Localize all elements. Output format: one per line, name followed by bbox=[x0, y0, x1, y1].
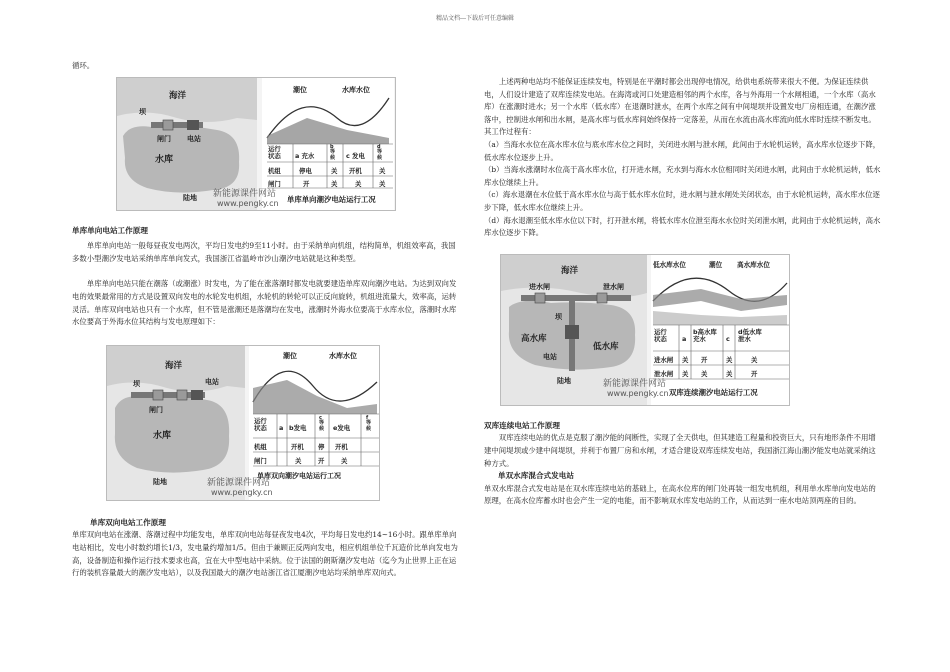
paragraph-continuous-intro: 上述两种电站均不能保证连续发电，特别是在平潮时都会出现停电情况，给供电系统带来很大不便。为保证连续供电，人们设计建造了双库连续发电站。在海湾或河口处建造相邻的两个水库，各与外海用一个水闸相通，一个水库（高水库）在涨潮时进水；另一个水库（低水库）在退潮时泄水，在两个水库之间有中间堤坝并设置发电厂房相连通，在潮汐涨落中，控制进水闸和出水闸，是高水库与低水库间始终保持一定落差，从而在水流由高水库流向低水库时连续不断发电。其工作过程有： bbox=[484, 77, 876, 137]
heading-twin-continuous: 双库连续电站工作原理 bbox=[484, 420, 560, 430]
label-out-gate: 泄水闸 bbox=[603, 282, 624, 291]
watermark-cn: 新能源课件网站 bbox=[207, 477, 271, 488]
watermark-cn: 新能源课件网站 bbox=[603, 378, 667, 389]
out-gate-b: 关 bbox=[701, 369, 708, 378]
row-gate-label: 闸门 bbox=[268, 179, 281, 188]
row-out-gate-label: 泄水闸 bbox=[654, 369, 674, 378]
figure-single-two-way bbox=[106, 345, 380, 501]
label-station: 电站 bbox=[205, 377, 219, 386]
label-in-gate: 进水闸 bbox=[529, 282, 550, 291]
row-in-gate-label: 进水闸 bbox=[654, 355, 674, 364]
step-b: （b）当海水涨潮时水位高于高水库水位，打开进水闸，充水到与海水水位相同时关闭进水闸，此间由于水轮机运转，低水库水位继续上升。 bbox=[484, 165, 881, 187]
unit-b: 关 bbox=[331, 166, 338, 175]
left-column bbox=[72, 60, 462, 580]
step-d: （d）海水退潮至低水库水位以下时，打开泄水闸，将低水库水位泄至海水水位时关闭泄水闸，此间由于水轮机运转，高水库水位逐步下降。 bbox=[484, 215, 881, 238]
in-gate-a: 关 bbox=[682, 355, 689, 364]
row-gate-label: 闸门 bbox=[254, 456, 267, 465]
watermark-url: www.pengky.cn bbox=[211, 487, 273, 497]
label-sea: 海洋 bbox=[169, 90, 187, 101]
label-station: 电站 bbox=[187, 134, 201, 143]
state-c: c 等 候 bbox=[319, 414, 325, 432]
row-unit-label: 机组 bbox=[268, 166, 281, 175]
label-reservoir-level: 水库水位 bbox=[342, 85, 370, 94]
unit-b: 开机 bbox=[291, 442, 304, 451]
label-reservoir: 水库 bbox=[153, 430, 172, 441]
step-c: （c）海水退潮在水位低于高水库水位与高于低水库水位时，进水闸与泄水闸处关闭状态，由于水轮机运转，高水库水位逐步下降，低水库水位继续上升。 bbox=[484, 190, 880, 212]
label-tide: 潮位 bbox=[293, 85, 307, 94]
in-gate-b: 开 bbox=[701, 355, 708, 364]
unit-e: 开机 bbox=[335, 442, 348, 451]
unit-a: 停电 bbox=[299, 166, 312, 175]
in-gate-d: 关 bbox=[751, 355, 758, 364]
label-dam: 坝 bbox=[133, 379, 140, 388]
state-a: a bbox=[682, 334, 687, 343]
label-tide: 潮位 bbox=[709, 260, 723, 269]
in-gate-c: 关 bbox=[726, 355, 733, 364]
watermark-url: www.pengky.cn bbox=[217, 198, 279, 208]
label-station: 电站 bbox=[543, 352, 557, 361]
out-gate-a: 关 bbox=[682, 369, 689, 378]
paragraph-single-one-way: 单库单向电站一般每昼夜发电两次，平均日发电约9至11小时。由于采纳单向机组，结构简单，机组效率高，我国多数小型潮汐发电站采纳单库单向发式，我国浙江省温岭市沙山潮汐电站就是这种类型。 bbox=[72, 241, 456, 263]
figure-single-one-way bbox=[116, 77, 396, 211]
unit-c: 开机 bbox=[349, 166, 362, 175]
gate-c: 开 bbox=[318, 456, 325, 465]
unit-d: 关 bbox=[379, 166, 386, 175]
label-low-level: 低水库水位 bbox=[653, 260, 686, 269]
paragraph-mixed: 单双水库混合式发电站是在双水库连续电站的基础上，在高水位库的闸门处再装一组发电机组，利用单水库单向发电站的原理，在高水位库蓄水时也会产生一定的电能，而不影响双水库发电站的工作，从而达到一座水电站顶两座的目的。 bbox=[484, 483, 876, 506]
gate-e: 关 bbox=[341, 456, 348, 465]
paragraph-twin-continuous: 双库连续电站的优点是克服了潮汐能的间断性，实现了全天供电，但其建造工程量和投资巨大，只有地形条件不用增建中间堤坝或少建中间堤坝，并利于布置厂房和水闸，才适合建设双库连续发电站，我国浙江海山潮汐能发电站就采纳这种方式。 bbox=[484, 433, 876, 468]
label-land: 陆地 bbox=[153, 477, 167, 486]
gate-a: 开 bbox=[303, 179, 310, 188]
step-a: （a）当海水水位在高水库水位与底水库水位之间时，关闭进水闸与泄水闸，此间由于水轮机运转，高水库水位逐步下降，低水库水位逐步上升。 bbox=[484, 139, 881, 162]
state-b: b高水库 充水 bbox=[693, 327, 717, 343]
row-state-label: 运行 状态 bbox=[254, 416, 267, 432]
label-tide: 潮位 bbox=[283, 351, 297, 360]
label-sea: 海洋 bbox=[561, 265, 579, 276]
gate-b: 关 bbox=[295, 456, 302, 465]
label-low-reservoir: 低水库 bbox=[593, 341, 619, 352]
state-b: b 等 候 bbox=[330, 143, 336, 161]
label-dam: 坝 bbox=[139, 107, 146, 116]
heading-single-one-way: 单库单向电站工作原理 bbox=[72, 225, 148, 235]
right-column bbox=[484, 76, 882, 508]
figure-caption: 双库连续潮汐电站运行工况 bbox=[669, 387, 758, 397]
label-high-level: 高水库水位 bbox=[737, 260, 770, 269]
unit-c: 停 bbox=[318, 442, 325, 451]
state-a: a 充水 bbox=[295, 151, 315, 160]
label-reservoir-level: 水库水位 bbox=[329, 351, 357, 360]
label-land: 陆地 bbox=[183, 193, 197, 202]
label-reservoir: 水库 bbox=[155, 154, 174, 165]
gate-d: 关 bbox=[379, 179, 386, 188]
label-dam: 坝 bbox=[555, 312, 562, 321]
out-gate-d: 开 bbox=[751, 369, 758, 378]
gate-b: 关 bbox=[331, 179, 338, 188]
watermark-cn: 新能源课件网站 bbox=[213, 188, 277, 199]
figure-twin-continuous bbox=[500, 254, 790, 406]
state-a: a bbox=[279, 423, 284, 432]
label-high-reservoir: 高水库 bbox=[521, 333, 547, 344]
row-unit-label: 机组 bbox=[254, 442, 267, 451]
state-c: c bbox=[726, 334, 730, 343]
label-land: 陆地 bbox=[557, 376, 571, 385]
state-b: b发电 bbox=[289, 423, 307, 432]
state-c: c 发电 bbox=[346, 151, 365, 160]
label-sea: 海洋 bbox=[165, 360, 183, 371]
state-e: e发电 bbox=[333, 423, 351, 432]
heading-single-two-way: 单库双向电站工作原理 bbox=[90, 517, 166, 527]
state-d: d低水库 泄水 bbox=[738, 327, 762, 343]
watermark-url: www.pengky.cn bbox=[607, 388, 669, 398]
figure-caption: 单库单向潮汐电站运行工况 bbox=[287, 194, 376, 204]
paragraph-single-two-way: 单库双向电站在涨潮、落潮过程中均能发电，单库双向电站每昼夜发电4次，平均每日发电约14~16小时。跟单库单向电站相比，发电小时数约增长1/3，发电量约增加1/5。但由于兼顾正反两向发电，相应机组单位千瓦造价比单向发电为高，设备制造和操作运行技术要求也高，宜在大中型电站中采纳。位于法国的朗斯潮汐发电站（迄今为止世界上正在运行的装机容量最大的潮汐发电站），以及我国最大的潮汐电站浙江省江厦潮汐电站均采纳单库双向式。 bbox=[72, 530, 458, 578]
label-gate: 闸门 bbox=[149, 405, 163, 414]
figure-caption: 单库双向潮汐电站运行工况 bbox=[257, 471, 341, 480]
label-gate: 闸门 bbox=[157, 134, 171, 143]
paragraph-single-two-way-intro: 单库单向电站只能在潮落（或潮涨）时发电，为了能在涨落潮时都发电就要建造单库双向潮汐电站。为达到双向发电的效果最常用的方式是设置双向发电的水轮发电机组，水轮机的转轮可以正反向旋转，机组进流量大，效率高，运转灵活。单库双向电站也只有一个水库，但不管是涨潮还是落潮均在发电，涨潮时外海水位要高于水库水位，落潮时水库水位要高于外海水位其结构与发电原理如下： bbox=[72, 279, 457, 327]
state-f: f 等 候 bbox=[366, 414, 372, 432]
out-gate-c: 关 bbox=[726, 369, 733, 378]
row-state-label: 运行 状态 bbox=[654, 327, 667, 343]
gate-c: 关 bbox=[355, 179, 362, 188]
heading-mixed: 单双水库混合式发电站 bbox=[498, 471, 574, 481]
row-state-label: 运行 状态 bbox=[268, 144, 281, 160]
state-d: d 等 候 bbox=[377, 143, 383, 161]
intro-text: 循环。 bbox=[72, 61, 95, 70]
page-header: 精品文档---下载后可任意编辑 bbox=[435, 15, 515, 22]
